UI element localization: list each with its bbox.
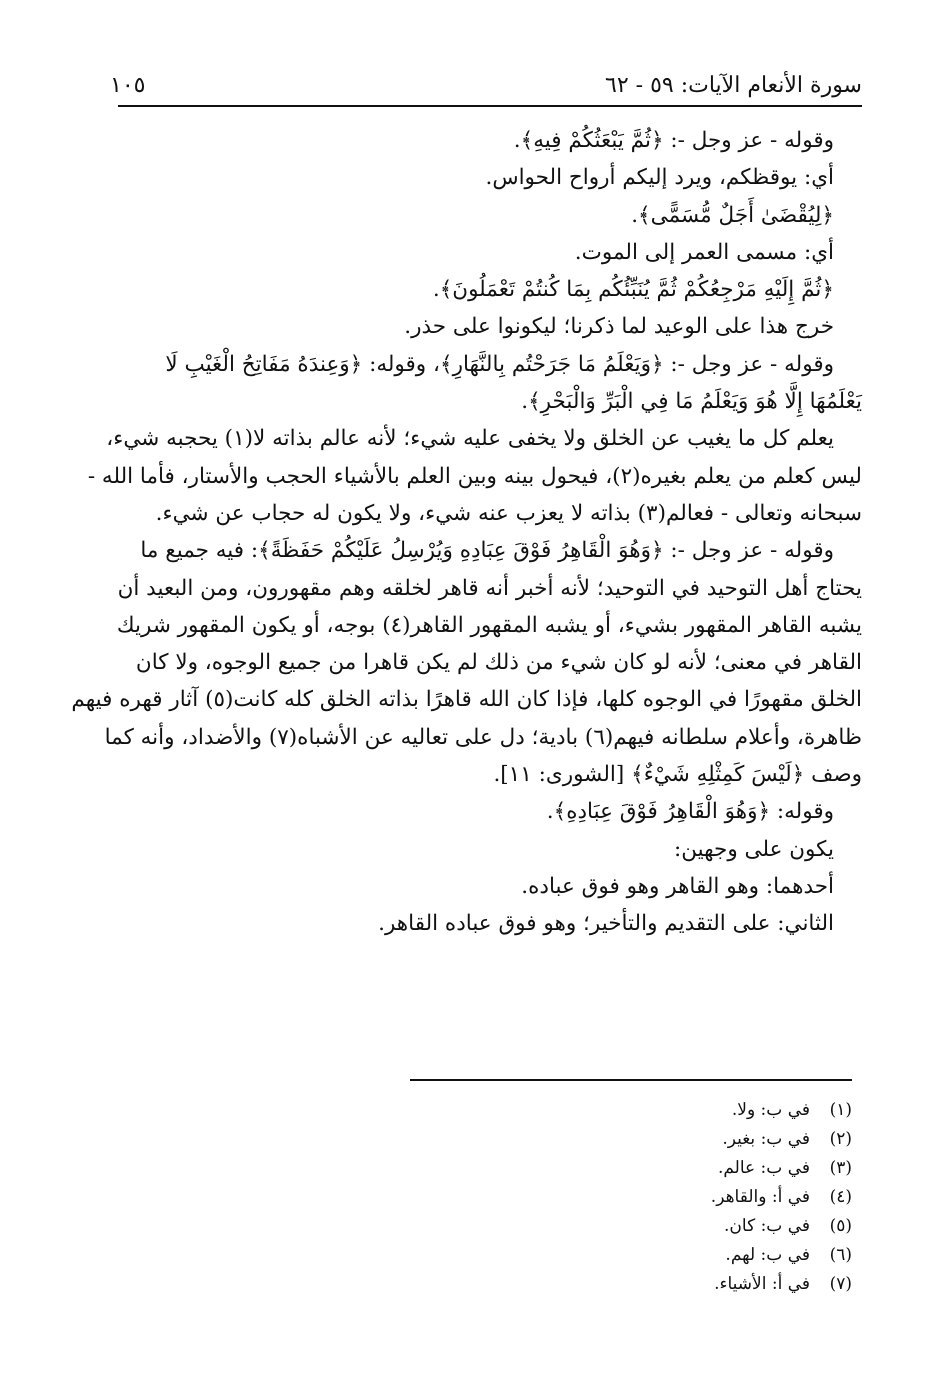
footnote-item	[552, 1212, 852, 1241]
text-line: يكون على وجهين:	[674, 836, 834, 862]
text-line: سبحانه وتعالى - فعالم(٣) بذاته لا يعزب عنه شيء، ولا يكون له حجاب عن شيء.	[155, 500, 862, 526]
footnote-number: (٤)	[829, 1187, 852, 1207]
text-line: يشبه القاهر المقهور بشيء، أو يشبه المقهور القاهر(٤) بوجه، أو يكون المقهور شريك	[116, 612, 862, 638]
text-line: يعلم كل ما يغيب عن الخلق ولا يخفى عليه شيء؛ لأنه عالم بذاته لا(١) يحجبه شيء،	[106, 426, 834, 452]
text-line: أي: مسمى العمر إلى الموت.	[574, 239, 834, 265]
footnote-number: (٢)	[829, 1129, 852, 1149]
footnote-separator	[410, 1079, 852, 1081]
footnote-number: (١)	[829, 1100, 852, 1120]
text-line: وقوله: ﴿وَهُوَ الْقَاهِرُ فَوْقَ عِبَادِهِ﴾.	[546, 799, 834, 825]
text-line: وقوله - عز وجل -: ﴿وَيَعْلَمُ مَا جَرَحْتُم بِالنَّهَارِ﴾، وقوله: ﴿وَعِندَهُ مَفَاتِحُ الْغَيْبِ لَا	[165, 351, 834, 377]
text-line: خرج هذا على الوعيد لما ذكرنا؛ ليكونوا على حذر.	[404, 314, 834, 340]
text-line: أي: يوقظكم، ويرد إليكم أرواح الحواس.	[485, 165, 834, 191]
text-line: الخلق مقهورًا في الوجوه كلها، فإذا كان الله قاهرًا بذاته الخلق كله كانت(٥) آثار قهره فيهم	[71, 687, 862, 713]
footnote-item	[552, 1154, 852, 1183]
footnote-number: (٥)	[829, 1216, 852, 1236]
footnote-text: في ب: لهم.	[725, 1245, 810, 1265]
text-line: القاهر في معنى؛ لأنه لو كان شيء من ذلك لم يكن قاهرا من جميع الوجوه، ولا كان	[135, 650, 862, 676]
page-number: ١٠٥	[110, 73, 146, 98]
footnote-number: (٣)	[829, 1158, 852, 1178]
text-line: ﴿ثُمَّ إِلَيْهِ مَرْجِعُكُمْ ثُمَّ يُنَبِّئُكُم بِمَا كُنتُمْ تَعْمَلُونَ﴾.	[432, 277, 834, 303]
text-line: يَعْلَمُهَا إِلَّا هُوَ وَيَعْلَمُ مَا فِي الْبَرِّ وَالْبَحْرِ﴾.	[521, 389, 862, 415]
text-line: ظاهرة، وأعلام سلطانه فيهم(٦) بادية؛ دل على تعاليه عن الأشباه(٧) والأضداد، وأنه كما	[104, 724, 862, 750]
footnote-number: (٧)	[829, 1274, 852, 1294]
text-line: يحتاج أهل التوحيد في التوحيد؛ لأنه أخبر أنه قاهر لخلقه وهم مقهورون، ومن البعيد أن	[117, 575, 862, 601]
footnote-text: في ب: عالم.	[717, 1158, 810, 1178]
text-line: وقوله - عز وجل -: ﴿وَهُوَ الْقَاهِرُ فَوْقَ عِبَادِهِ وَيُرْسِلُ عَلَيْكُمْ حَفَظَةً﴾: فيه جميع ما	[140, 538, 834, 564]
text-line: ليس كعلم من يعلم بغيره(٢)، فيحول بينه وبين العلم بالأشياء الحجب والأستار، فأما الله -	[87, 463, 862, 489]
header-rule	[118, 105, 862, 107]
text-line: ﴿لِيُقْضَىٰ أَجَلٌ مُّسَمًّى﴾.	[631, 202, 834, 228]
document-page	[71, 50, 862, 1370]
running-header	[110, 62, 862, 98]
footnote-text: في أ: الأشياء.	[714, 1274, 810, 1294]
footnote-item	[552, 1241, 852, 1270]
text-line: الثاني: على التقديم والتأخير؛ وهو فوق عباده القاهر.	[378, 911, 834, 937]
text-line: وصف ﴿لَيْسَ كَمِثْلِهِ شَيْءٌ﴾ [الشورى: ١١].	[493, 762, 862, 788]
surah-title: سورة الأنعام الآيات: ٥٩ - ٦٢	[605, 73, 862, 98]
text-line: وقوله - عز وجل -: ﴿ثُمَّ يَبْعَثُكُمْ فِيهِ﴾.	[513, 128, 834, 153]
footnote-number: (٦)	[829, 1245, 852, 1265]
footnote-item	[552, 1096, 852, 1125]
footnote-item	[552, 1125, 852, 1154]
footnote-item	[552, 1270, 852, 1299]
footnotes	[552, 1096, 852, 1299]
footnote-text: في ب: كان.	[724, 1216, 810, 1236]
footnote-text: في أ: والقاهر.	[710, 1187, 810, 1207]
footnote-text: في ب: بغير.	[722, 1129, 810, 1149]
text-line: أحدهما: وهو القاهر وهو فوق عباده.	[521, 873, 834, 899]
main-text	[71, 122, 862, 943]
footnote-item	[552, 1183, 852, 1212]
footnote-text: في ب: ولا.	[731, 1100, 810, 1120]
